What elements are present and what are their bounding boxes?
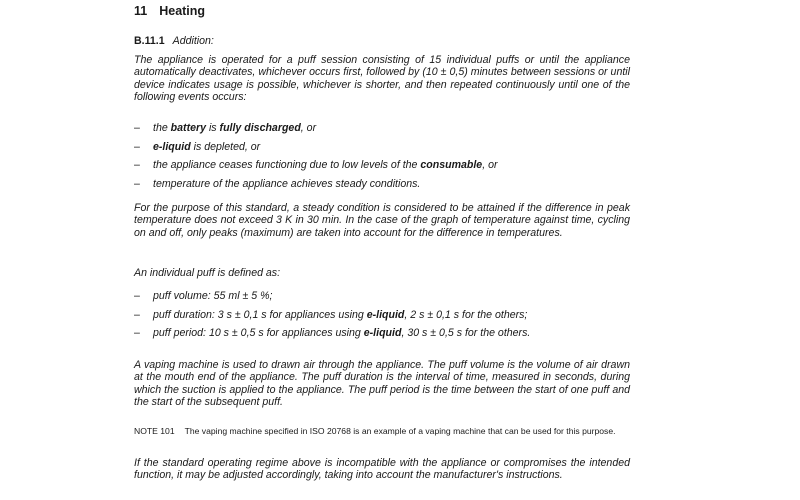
list-item: – puff volume: 55 ml ± 5 %; xyxy=(134,290,273,302)
puff-parameters-list xyxy=(134,290,634,346)
section-title: Heating xyxy=(159,4,206,18)
vaping-machine-paragraph: A vaping machine is used to drawn air through the appliance. The puff volume is the volume of air drawn at the mouth end of the appliance. The puff duration is the interval of time, measured in seconds, during which the suction is applied to the appliance. The puff period is the time between the start of one puff and the start of the subsequent puff. xyxy=(134,359,630,409)
note-id: NOTE 101 xyxy=(134,426,175,436)
final-paragraph: If the standard operating regime above is incompatible with the appliance or compromises the intended function, it may be adjusted accordingly, taking into account the manufacturer's instructions. xyxy=(134,457,630,482)
events-list xyxy=(134,122,634,196)
list-item: – puff period: 10 s ± 0,5 s for appliances using e-liquid, 30 s ± 0,5 s for the others. xyxy=(134,327,531,339)
note-101 xyxy=(134,426,634,436)
intro-paragraph: The appliance is operated for a puff session consisting of 15 individual puffs or until the appliance automatically deactivates, whichever occurs first, followed by (10 ± 0,5) minutes between sessions or until device indicates usage is possible, whichever is shorter, and then repeated continuously until one of the following events occurs: xyxy=(134,54,630,104)
list-item: – the battery is fully discharged, or xyxy=(134,122,317,134)
clause-id: B.11.1 xyxy=(134,35,165,47)
section-heading xyxy=(134,4,205,18)
list-item: – e-liquid is depleted, or xyxy=(134,140,261,153)
steady-condition-paragraph: For the purpose of this standard, a steady condition is considered to be attained if the difference in peak temperature does not exceed 3 K in 30 min. In the case of the graph of temperature against time, cycling on and off, only peaks (maximum) are taken into account for the difference in temperatures. xyxy=(134,202,630,239)
list-item: – puff duration: 3 s ± 0,1 s for appliances using e-liquid, 2 s ± 0,1 s for the others; xyxy=(134,308,528,321)
section-number: 11 xyxy=(134,4,148,18)
puff-definition-intro: An individual puff is defined as: xyxy=(134,267,281,279)
clause-label: Addition: xyxy=(172,35,214,47)
clause-heading xyxy=(134,35,214,47)
note-text: The vaping machine specified in ISO 20768 is an example of a vaping machine that can be used for this purpose. xyxy=(184,426,616,436)
list-item: – temperature of the appliance achieves steady conditions. xyxy=(134,177,421,190)
list-item: – the appliance ceases functioning due to low levels of the consumable, or xyxy=(134,159,498,171)
